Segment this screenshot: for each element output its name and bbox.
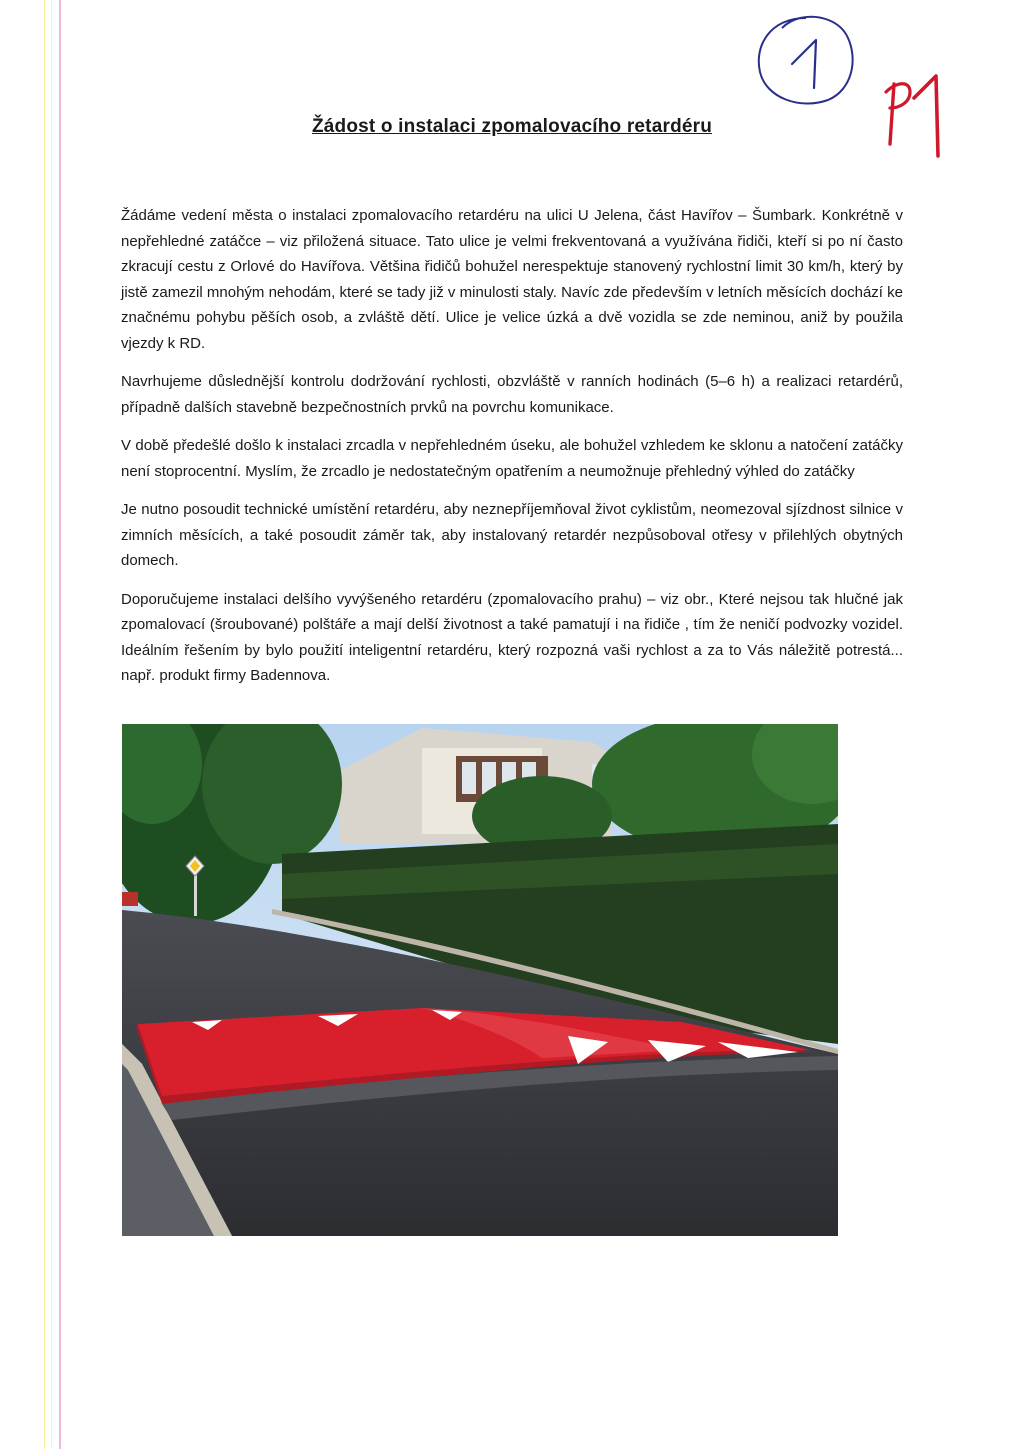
- scan-edge-line: [44, 0, 45, 1449]
- paragraph: Žádáme vedení města o instalaci zpomalovacího retardéru na ulici U Jelena, část Havířov – Šumbark. Konkrétně v nepřehledné zatáčce – viz přiložená situace. Tato ulice je velmi frekventovaná a využívána řidiči, kteří si po ní často zkracují cestu z Orlové do Havířova. Většina řidičů bohužel nerespektuje stanovený rychlostní limit 30 km/h, který by jistě zamezil mnohým nehodám, které se tady již v minulosti staly. Navíc zde především v letních měsících dochází ke značnému pohybu pěších osob, a zvláště dětí. Ulice je velice úzká a dvě vozidla se zde neminou, aniž by použila vjezdy k RD.: [121, 207, 903, 352]
- speed-bump-photo: [122, 724, 838, 1236]
- handwritten-circled-number: [748, 12, 860, 112]
- car: [122, 892, 138, 906]
- document-title: Žádost o instalaci zpomalovacího retardéru: [311, 116, 713, 137]
- paragraph: V době předešlé došlo k instalaci zrcadla v nepřehledném úseku, ale bohužel vzhledem ke sklonu a natočení zatáčky není stoprocentní. Myslím, že zrcadlo je nedostatečným opatřením a neumožnuje přehledný výhled do zatáčky: [121, 437, 903, 480]
- paragraph: Navrhujeme důslednější kontrolu dodržování rychlosti, obzvláště v ranních hodinách (5–6 h) a realizaci retardérů, případně dalších stavebně bezpečnostních prvků na povrchu komunikace.: [121, 373, 903, 416]
- margin-line: [59, 0, 61, 1449]
- paragraph: Doporučujeme instalaci delšího vyvýšeného retardéru (zpomalovacího prahu) – viz obr., Které nejsou tak hlučné jak zpomalovací (šroubované) polštáře a mají delší životnost a také pamatují i na řidiče , tím že neničí podvozky vozidel. Ideálním řešením by bylo použití inteligentní retardéru, který rozpozná vaši rychlost a za to Vás náležitě potrestá... např. produkt firmy Badennova.: [121, 590, 903, 684]
- scan-edge-line: [51, 0, 52, 1449]
- handwritten-page-mark: [880, 68, 948, 160]
- document-body: [121, 203, 903, 702]
- paragraph: Je nutno posoudit technické umístění retardéru, aby neznepříjemňoval život cyklistům, neomezoval sjízdnost silnice v zimních měsících, a také posoudit záměr tak, aby instalovaný retardér nezpůsoboval otřesy v přilehlých obytných domech.: [121, 501, 903, 569]
